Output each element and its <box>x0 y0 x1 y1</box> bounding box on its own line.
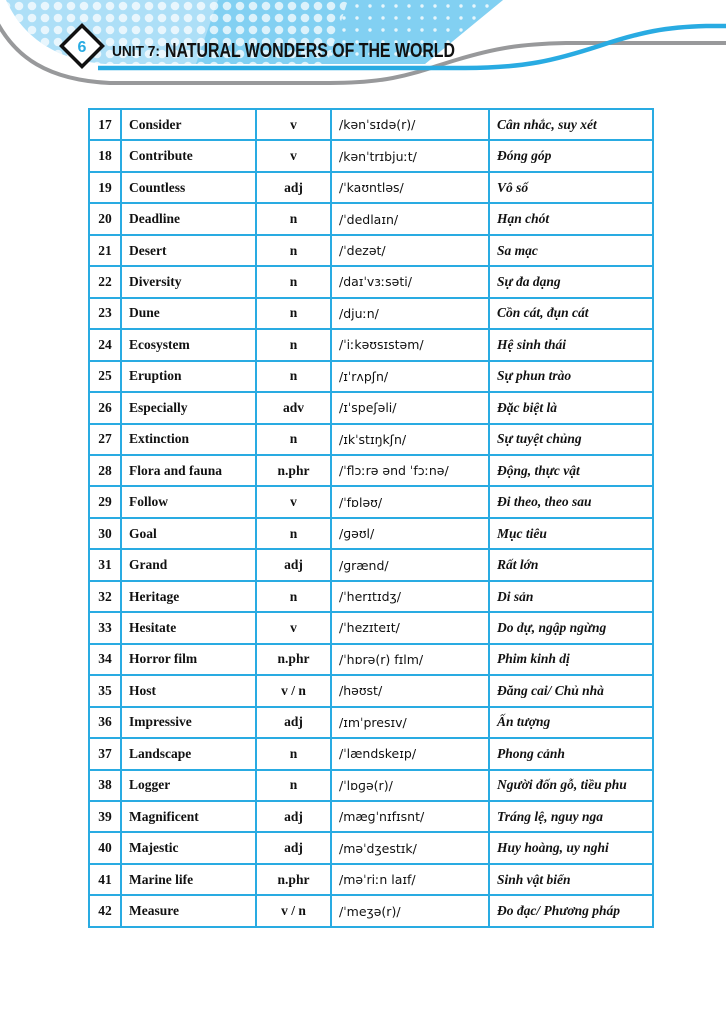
pronunciation: /ˈkaʊntləs/ <box>331 172 489 203</box>
vietnamese-meaning: Hệ sinh thái <box>489 329 653 360</box>
row-number: 27 <box>89 424 121 455</box>
table-row <box>89 203 653 234</box>
english-word: Logger <box>121 770 256 801</box>
row-number: 25 <box>89 361 121 392</box>
row-number: 34 <box>89 644 121 675</box>
pronunciation: /ɡrænd/ <box>331 549 489 580</box>
english-word: Diversity <box>121 266 256 297</box>
part-of-speech: n <box>256 581 331 612</box>
row-number: 21 <box>89 235 121 266</box>
part-of-speech: n <box>256 266 331 297</box>
pronunciation: /ˈlændskeɪp/ <box>331 738 489 769</box>
table-row <box>89 392 653 423</box>
unit-label: UNIT 7: <box>112 44 160 60</box>
pronunciation: /ˈlɒɡə(r)/ <box>331 770 489 801</box>
table-row <box>89 518 653 549</box>
part-of-speech: n <box>256 203 331 234</box>
row-number: 31 <box>89 549 121 580</box>
row-number: 28 <box>89 455 121 486</box>
table-row <box>89 895 653 927</box>
vietnamese-meaning: Đóng góp <box>489 140 653 171</box>
vietnamese-meaning: Sự tuyệt chủng <box>489 424 653 455</box>
part-of-speech: v <box>256 109 331 140</box>
pronunciation: /ɪˈspeʃəli/ <box>331 392 489 423</box>
part-of-speech: adj <box>256 172 331 203</box>
table-row <box>89 581 653 612</box>
table-row <box>89 361 653 392</box>
english-word: Follow <box>121 486 256 517</box>
part-of-speech: n <box>256 329 331 360</box>
table-row <box>89 832 653 863</box>
table-row <box>89 172 653 203</box>
table-row <box>89 455 653 486</box>
part-of-speech: n <box>256 518 331 549</box>
pronunciation: /ˈhɒrə(r) fɪlm/ <box>331 644 489 675</box>
pronunciation: /djuːn/ <box>331 298 489 329</box>
row-number: 19 <box>89 172 121 203</box>
pronunciation: /kənˈtrɪbjuːt/ <box>331 140 489 171</box>
vietnamese-meaning: Phong cảnh <box>489 738 653 769</box>
vietnamese-meaning: Hạn chót <box>489 203 653 234</box>
english-word: Impressive <box>121 707 256 738</box>
part-of-speech: v / n <box>256 675 331 706</box>
english-word: Host <box>121 675 256 706</box>
table-row <box>89 109 653 140</box>
pronunciation: /ˈiːkəʊsɪstəm/ <box>331 329 489 360</box>
english-word: Countless <box>121 172 256 203</box>
table-row <box>89 864 653 895</box>
vietnamese-meaning: Sự phun trào <box>489 361 653 392</box>
table-row <box>89 486 653 517</box>
row-number: 17 <box>89 109 121 140</box>
row-number: 42 <box>89 895 121 927</box>
vietnamese-meaning: Sự đa dạng <box>489 266 653 297</box>
english-word: Landscape <box>121 738 256 769</box>
pronunciation: /ˈherɪtɪdʒ/ <box>331 581 489 612</box>
part-of-speech: n <box>256 424 331 455</box>
part-of-speech: adv <box>256 392 331 423</box>
row-number: 35 <box>89 675 121 706</box>
pronunciation: /həʊst/ <box>331 675 489 706</box>
table-row <box>89 738 653 769</box>
pronunciation: /daɪˈvɜːsəti/ <box>331 266 489 297</box>
row-number: 39 <box>89 801 121 832</box>
english-word: Goal <box>121 518 256 549</box>
pronunciation: /ˈmeʒə(r)/ <box>331 895 489 927</box>
english-word: Marine life <box>121 864 256 895</box>
english-word: Extinction <box>121 424 256 455</box>
pronunciation: /ˈdezət/ <box>331 235 489 266</box>
vietnamese-meaning: Mục tiêu <box>489 518 653 549</box>
vietnamese-meaning: Sa mạc <box>489 235 653 266</box>
pronunciation: /ɪkˈstɪŋkʃn/ <box>331 424 489 455</box>
vietnamese-meaning: Huy hoàng, uy nghi <box>489 832 653 863</box>
row-number: 37 <box>89 738 121 769</box>
part-of-speech: adj <box>256 707 331 738</box>
vietnamese-meaning: Cồn cát, đụn cát <box>489 298 653 329</box>
table-row <box>89 612 653 643</box>
english-word: Flora and fauna <box>121 455 256 486</box>
table-row <box>89 329 653 360</box>
vietnamese-meaning: Sinh vật biển <box>489 864 653 895</box>
header-banner <box>0 0 726 110</box>
vocab-table <box>88 108 654 928</box>
english-word: Measure <box>121 895 256 927</box>
table-row <box>89 549 653 580</box>
part-of-speech: n <box>256 770 331 801</box>
english-word: Heritage <box>121 581 256 612</box>
pronunciation: /məˈriːn laɪf/ <box>331 864 489 895</box>
row-number: 36 <box>89 707 121 738</box>
table-row <box>89 644 653 675</box>
english-word: Deadline <box>121 203 256 234</box>
vietnamese-meaning: Đăng cai/ Chủ nhà <box>489 675 653 706</box>
row-number: 29 <box>89 486 121 517</box>
pronunciation: /ɪmˈpresɪv/ <box>331 707 489 738</box>
part-of-speech: n.phr <box>256 864 331 895</box>
row-number: 38 <box>89 770 121 801</box>
english-word: Consider <box>121 109 256 140</box>
vietnamese-meaning: Cân nhắc, suy xét <box>489 109 653 140</box>
pronunciation: /məˈdʒestɪk/ <box>331 832 489 863</box>
row-number: 30 <box>89 518 121 549</box>
pronunciation: /ˈdedlaɪn/ <box>331 203 489 234</box>
english-word: Dune <box>121 298 256 329</box>
part-of-speech: n <box>256 361 331 392</box>
pronunciation: /ˈflɔːrə ənd ˈfɔːnə/ <box>331 455 489 486</box>
row-number: 32 <box>89 581 121 612</box>
english-word: Contribute <box>121 140 256 171</box>
row-number: 33 <box>89 612 121 643</box>
vietnamese-meaning: Đo đạc/ Phương pháp <box>489 895 653 927</box>
table-row <box>89 424 653 455</box>
vietnamese-meaning: Đặc biệt là <box>489 392 653 423</box>
english-word: Magnificent <box>121 801 256 832</box>
part-of-speech: n.phr <box>256 455 331 486</box>
part-of-speech: v <box>256 612 331 643</box>
table-row <box>89 266 653 297</box>
vietnamese-meaning: Rất lớn <box>489 549 653 580</box>
row-number: 22 <box>89 266 121 297</box>
table-row <box>89 675 653 706</box>
part-of-speech: n <box>256 235 331 266</box>
part-of-speech: adj <box>256 549 331 580</box>
english-word: Horror film <box>121 644 256 675</box>
part-of-speech: v / n <box>256 895 331 927</box>
pronunciation: /ɡəʊl/ <box>331 518 489 549</box>
part-of-speech: v <box>256 486 331 517</box>
pronunciation: /ˈfɒləʊ/ <box>331 486 489 517</box>
english-word: Hesitate <box>121 612 256 643</box>
table-row <box>89 235 653 266</box>
part-of-speech: v <box>256 140 331 171</box>
vietnamese-meaning: Phim kinh dị <box>489 644 653 675</box>
english-word: Majestic <box>121 832 256 863</box>
unit-title: NATURAL WONDERS OF THE WORLD <box>165 39 455 62</box>
english-word: Ecosystem <box>121 329 256 360</box>
vietnamese-meaning: Vô số <box>489 172 653 203</box>
table-row <box>89 801 653 832</box>
pronunciation: /ˈhezɪteɪt/ <box>331 612 489 643</box>
row-number: 41 <box>89 864 121 895</box>
vietnamese-meaning: Đi theo, theo sau <box>489 486 653 517</box>
table-row <box>89 298 653 329</box>
part-of-speech: n.phr <box>256 644 331 675</box>
pronunciation: /ɪˈrʌpʃn/ <box>331 361 489 392</box>
vietnamese-meaning: Tráng lệ, nguy nga <box>489 801 653 832</box>
english-word: Grand <box>121 549 256 580</box>
header-banner-graphic <box>0 0 726 110</box>
page-number: 6 <box>77 39 87 56</box>
row-number: 18 <box>89 140 121 171</box>
vietnamese-meaning: Động, thực vật <box>489 455 653 486</box>
part-of-speech: adj <box>256 832 331 863</box>
row-number: 40 <box>89 832 121 863</box>
table-row <box>89 140 653 171</box>
vietnamese-meaning: Ấn tượng <box>489 707 653 738</box>
part-of-speech: n <box>256 298 331 329</box>
pronunciation: /mæɡˈnɪfɪsnt/ <box>331 801 489 832</box>
row-number: 26 <box>89 392 121 423</box>
english-word: Especially <box>121 392 256 423</box>
english-word: Eruption <box>121 361 256 392</box>
pronunciation: /kənˈsɪdə(r)/ <box>331 109 489 140</box>
table-row <box>89 770 653 801</box>
vietnamese-meaning: Di sản <box>489 581 653 612</box>
vietnamese-meaning: Người đốn gỗ, tiều phu <box>489 770 653 801</box>
part-of-speech: n <box>256 738 331 769</box>
row-number: 20 <box>89 203 121 234</box>
part-of-speech: adj <box>256 801 331 832</box>
table-row <box>89 707 653 738</box>
english-word: Desert <box>121 235 256 266</box>
row-number: 23 <box>89 298 121 329</box>
vietnamese-meaning: Do dự, ngập ngừng <box>489 612 653 643</box>
row-number: 24 <box>89 329 121 360</box>
